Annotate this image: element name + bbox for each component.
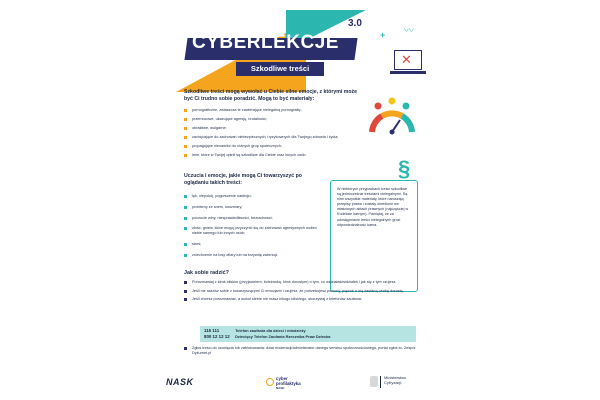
bullet-icon [184,145,187,148]
list-item: Zgłoś treści do usunięcia lub zablokowania: dział moderacji/administrator danego serwisu społecznościowego, portal zgłoś.to, Zespół Dyżurnet.pl [184,346,422,356]
list-item: przemocowe, ukazujące agresję, brutalność; [184,117,384,122]
list-item: stres; [184,242,319,247]
leaflet-page [166,0,434,400]
logo-divider [380,376,381,388]
bullet-icon [184,217,187,220]
header [166,0,434,100]
squiggle-icon: 〰 [404,26,414,37]
page-title: CYBERLEKCJE [192,32,339,53]
list-item: Jeśli chcesz porozmawiać, a wokół siebie nie masz nikogo bliskiego, skorzystaj z telefonów zaufania: [184,297,422,302]
bullet-icon [184,254,187,257]
list-item: zachęcające do zachowań niebezpiecznych i ryzykownych dla Twojego zdrowia i życia; [184,135,384,140]
hotline-box [200,326,416,342]
list-item: Porozmawiaj z kimś bliskim (przyjacielem, koleżanką, kimś dorosłym) o tym, co widziałaś/widziałeś i jak się z tym czujesz. [184,280,422,285]
bullet-icon [184,347,187,350]
list-item: lęk, niepokój, pogorszenie nastroju; [184,194,319,199]
report-content-item [184,346,422,360]
bullet-icon [184,118,187,121]
bullet-icon [184,109,187,112]
bullet-icon [184,154,187,157]
harmful-content-list [184,108,384,163]
legal-info-box [330,180,418,292]
hotline-number[interactable]: 116 111 [204,328,220,333]
hotline-number[interactable]: 800 12 12 12 [204,333,230,339]
subtitle-badge: Szkodliwe treści [236,62,324,76]
bullet-icon [184,243,187,246]
nask-logo: NASK [166,377,194,387]
list-item: złość, gniew, które mogą przyczynić się do zachowań agresywnych wobec siebie samego lub innych osób; [184,226,319,236]
hotline-label: Telefon zaufania dla dzieci i młodzieży [235,328,306,333]
coping-list [184,280,422,306]
bullet-icon [184,281,187,284]
laptop-warning-icon [394,50,422,70]
list-item: inne, które w Twojej opinii są szkodliwe dla Ciebie oraz innych osób. [184,153,384,158]
list-item: obraźliwe, wulgarne; [184,126,384,131]
bullet-icon [184,227,187,230]
list-item: Jeśli nie radzisz sobie z towarzyszącymi Ci emocjami i czujesz, że potrzebujesz pomocy, poproś o nią zaufaną osobę dorosłą. [184,289,422,294]
eagle-emblem-icon [370,376,378,387]
list-item: propagujące nienawiść do różnych grup społecznych; [184,144,384,149]
emotions-heading: Uczucia i emocje, jakie mogą Ci towarzyszyć po oglądaniu takich treści: [184,173,302,186]
cyberprofilaktyka-logo: cyber profilaktyka NASK [276,376,301,390]
bullet-icon [184,298,187,301]
bullet-icon [184,127,187,130]
list-item: poczucie winy, niesprawiedliwości, bezradności; [184,216,319,221]
coping-heading: Jak sobie radzić? [184,270,229,276]
list-item: problemy ze snem, koszmary; [184,205,319,210]
bullet-icon [184,206,187,209]
emotions-list [184,194,319,264]
bullet-icon [184,136,187,139]
legal-info-text: W niektórych przypadkach treści szkodliwe są jednocześnie treściami nielegalnymi. Są nimi wszystkie materiały, które naruszają przepisy prawa i zostały określone we właściwych aktach prawnych (najczęściej w Kodeksie karnym). Pamiętaj, że za udostępnianie treści nielegalnych grozi odpowiedzialność karna. [337,187,409,227]
footer-logos [166,370,434,400]
list-item: pornograficzne, zwłaszcza te zawierające nielegalną pornografię; [184,108,384,113]
version-label: 3.0 [348,18,362,29]
intro-heading: Szkodliwe treści mogą wywołać u Ciebie silne emocje, z którymi może być Ci trudno sobie poradzić. Mogą to być materiały: [184,89,357,102]
hotline-label: Dziecięcy Telefon Zaufania Rzecznika Praw Dziecka [235,333,331,339]
bullet-icon [184,290,187,293]
ministry-logo: Ministerstwo Cyfryzacji [384,375,407,385]
bullet-icon [184,195,187,198]
cyberprofilaktyka-logo-icon [266,378,274,386]
hotline-row [204,334,412,340]
x-icon: ✕ [401,52,412,67]
paragraph-section-icon: § [398,156,411,181]
list-item: zniechcenie na losy ofiary lub na krzywdę zwierząt. [184,253,319,258]
plus-icon: + [380,30,386,40]
